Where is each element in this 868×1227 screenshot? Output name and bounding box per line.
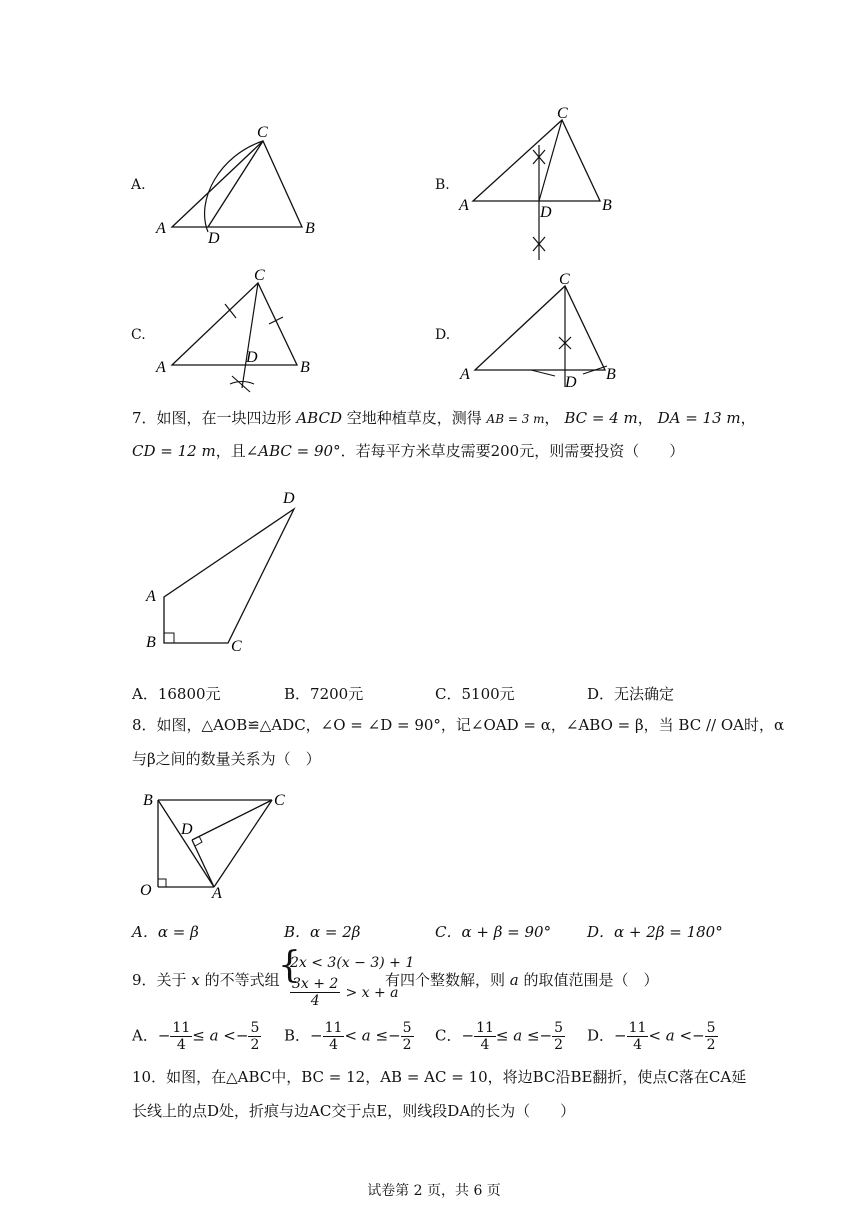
q6-option-a-label: A. [131, 177, 146, 193]
q10-line2: 长线上的点D处，折痕与边AC交于点E，则线段DA的长为（ ） [132, 1102, 576, 1120]
q6c-point-b: B [300, 359, 310, 376]
q9-suffix: 有四个整数解，则 a 的取值范围是（ ） [385, 971, 659, 989]
q7-option-a: A．16800元 [132, 685, 221, 703]
q7-point-a: A [146, 588, 156, 605]
q9-option-b: B．− $\frac{11}{4}$ < a ≤− $\frac{5}{2}$ [284, 1020, 412, 1053]
q6-option-b-label: B. [435, 177, 450, 193]
q8-point-b: B [143, 792, 153, 809]
q6-option-a-figure [150, 120, 330, 245]
q8-option-b: B．α = 2β [284, 923, 361, 941]
q8-point-d: D [181, 821, 193, 838]
q6b-point-d: D [540, 204, 552, 221]
q6-option-b-figure [455, 100, 625, 265]
q9-prefix: 9．关于 x 的不等式组 [132, 971, 280, 989]
q8-point-o: O [140, 882, 152, 899]
q6-option-d-figure [455, 262, 625, 397]
q6b-point-a: A [459, 197, 469, 214]
q6c-point-a: A [156, 359, 166, 376]
q9-brace: { [278, 945, 301, 986]
q6a-point-b: B [305, 220, 315, 237]
q7-option-d: D．无法确定 [587, 685, 675, 703]
page-footer: 试卷第 2 页，共 6 页 [367, 1183, 501, 1199]
q7-option-b: B．7200元 [284, 685, 364, 703]
q7-line1: 7．如图，在一块四边形 ABCD 空地种植草皮，测得 AB = 3 m， BC = 4 m， DA = 13 m， [132, 409, 756, 427]
q9-option-c: C．− $\frac{11}{4}$ ≤ a ≤− $\frac{5}{2}$ [435, 1020, 564, 1053]
q10-line1: 10．如图，在△ABC中，BC = 12，AB = AC = 10，将边BC沿BE翻折，使点C落在CA延 [132, 1068, 747, 1086]
q9-ineq1: 2x < 3(x − 3) + 1 [290, 955, 415, 971]
q7-point-c: C [231, 638, 242, 655]
q6a-point-a: A [156, 220, 166, 237]
q6d-point-c: C [559, 271, 570, 288]
q6b-point-c: C [557, 105, 568, 122]
q6c-point-c: C [254, 267, 265, 284]
q6-option-c-label: C. [131, 327, 146, 343]
q6c-point-d: D [246, 349, 258, 366]
q8-option-c: C．α + β = 90° [435, 923, 552, 941]
q7-option-c: C．5100元 [435, 685, 515, 703]
q8-option-d: D．α + 2β = 180° [587, 923, 723, 941]
q9-option-d: D．− $\frac{11}{4}$ < a <− $\frac{5}{2}$ [587, 1020, 716, 1053]
q7-point-b: B [146, 634, 156, 651]
q6d-point-d: D [565, 374, 577, 391]
q6d-point-b: B [606, 366, 616, 383]
q8-option-a: A．α = β [132, 923, 199, 941]
q6d-point-a: A [460, 366, 470, 383]
q9-ineq2: $\frac{3x + 2}{4}$ > x + a [292, 976, 399, 1009]
q8-line2: 与β之间的数量关系为（ ） [132, 750, 321, 768]
q9-option-a: A．− $\frac{11}{4}$ ≤ a <− $\frac{5}{2}$ [132, 1020, 260, 1053]
q8-line1: 8．如图，△AOB≌△ADC，∠O = ∠D = 90°，记∠OAD = α，∠ABO = β，当 BC // OA时，α [132, 716, 785, 734]
q6a-point-c: C [257, 124, 268, 141]
q7-line2: CD = 12 m，且∠ABC = 90°．若每平方米草皮需要200元，则需要投资（ ） [132, 442, 685, 460]
q7-point-d: D [283, 490, 295, 507]
q7-figure [140, 483, 315, 658]
q8-point-c: C [274, 792, 285, 809]
q8-figure [135, 785, 305, 905]
q6a-point-d: D [208, 230, 220, 245]
q8-point-a: A [212, 885, 222, 902]
q6b-point-b: B [602, 197, 612, 214]
q6-option-c-figure [150, 262, 330, 397]
q6-option-d-label: D. [435, 327, 451, 343]
